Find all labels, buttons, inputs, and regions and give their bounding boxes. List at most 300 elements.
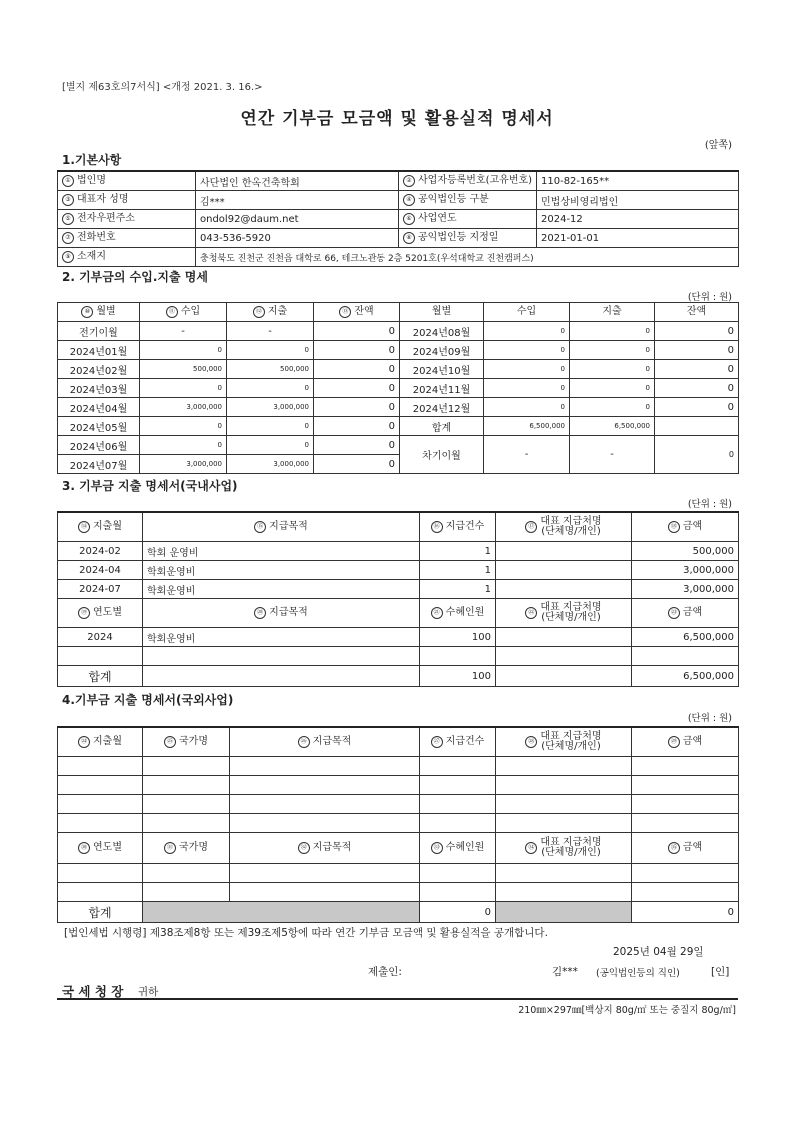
header-label: 사업자등록번호(고유번호) (418, 175, 533, 186)
field-label (58, 171, 196, 191)
amount-cell: 0 (655, 398, 739, 417)
table-cell: 100 (420, 628, 496, 647)
header-label: 수입 (180, 306, 201, 317)
amount-cell: - (227, 322, 314, 341)
item-number-badge: ⑬ (339, 306, 351, 318)
total-row (58, 666, 739, 687)
header-label: 수혜인원 (445, 607, 485, 618)
page-title: 연간 기부금 모금액 및 활용실적 명세서 (240, 109, 554, 129)
total-row (58, 902, 739, 923)
header-label-group (354, 307, 373, 317)
empty-cell (496, 647, 632, 666)
amount-cell: 0 (655, 322, 739, 341)
header-label-group (540, 517, 601, 537)
amount-cell: 0 (227, 379, 314, 398)
field-value: 김*** (196, 191, 399, 210)
header-label: 소재지 (77, 251, 106, 262)
amount-cell: 0 (484, 360, 570, 379)
item-number-badge: ㉜ (298, 842, 310, 854)
table-row (58, 210, 739, 229)
total-amount: 6,500,000 (632, 666, 739, 687)
empty-cell (58, 776, 143, 795)
empty-cell (420, 795, 496, 814)
header-label: 지급목적 (312, 736, 352, 747)
table-row (58, 795, 739, 814)
submitter-role: (공익법인등의 직인) (596, 968, 680, 979)
amount-cell: 0 (314, 398, 400, 417)
empty-cell (496, 883, 632, 902)
table-header-row (58, 833, 739, 864)
footer-divider (57, 998, 738, 1000)
table-cell: 2024 (58, 628, 143, 647)
month-cell: 2024년02월 (58, 360, 140, 379)
overseas-expense-table (57, 726, 739, 923)
amount-cell: 0 (140, 341, 227, 360)
header-label: 대표 지급처명 (540, 516, 602, 527)
header-label: 전화번호 (77, 232, 116, 243)
header-label-group (93, 522, 122, 532)
empty-cell (632, 795, 739, 814)
column-header (58, 512, 143, 542)
table-row (58, 864, 739, 883)
header-label-group (179, 737, 208, 747)
amount-cell: 0 (314, 436, 400, 455)
column-header (484, 303, 570, 322)
item-number-badge: ㉒ (525, 607, 537, 619)
column-header (58, 727, 143, 757)
table-cell: 2024-02 (58, 542, 143, 561)
column-header (632, 727, 739, 757)
recipient: 국 세 청 장 (62, 984, 124, 999)
empty-cell (230, 795, 420, 814)
item-number-badge: ⑲ (78, 607, 90, 619)
item-number-badge: ㉝ (431, 842, 443, 854)
field-label (399, 229, 537, 248)
empty-cell (143, 864, 230, 883)
amount-cell: 0 (314, 455, 400, 474)
table-row (58, 379, 739, 398)
table-row (58, 561, 739, 580)
item-number-badge: ④ (403, 194, 415, 206)
table-cell: 6,500,000 (632, 628, 739, 647)
total-label: 합계 (58, 902, 143, 923)
amount-cell: 0 (570, 360, 655, 379)
form-number: [별지 제63호의7서식] <개정 2021. 3. 16.> (62, 82, 263, 93)
amount-cell: 0 (655, 379, 739, 398)
table-row (58, 628, 739, 647)
field-label (58, 248, 196, 267)
header-label: 대표 지급처명 (540, 602, 602, 613)
empty-cell (420, 647, 496, 666)
table-header-row (58, 599, 739, 628)
column-header (143, 833, 230, 864)
section4-unit: (단위 : 원) (687, 713, 732, 724)
column-header (496, 599, 632, 628)
table-cell: 1 (420, 580, 496, 599)
column-header (632, 833, 739, 864)
table-row (58, 436, 739, 455)
column-header (314, 303, 400, 322)
amount-cell: 0 (314, 341, 400, 360)
amount-cell: 0 (655, 341, 739, 360)
header-label: 수입 (516, 305, 537, 317)
header-label-group (683, 608, 702, 618)
empty-cell (496, 757, 632, 776)
item-number-badge: ㉖ (298, 736, 310, 748)
shaded-cell (143, 902, 420, 923)
header-label: 지급목적 (269, 521, 308, 532)
empty-cell (143, 757, 230, 776)
item-number-badge: ㉔ (78, 736, 90, 748)
empty-cell (230, 864, 420, 883)
amount-cell: 0 (570, 398, 655, 417)
empty-cell (420, 814, 496, 833)
amount-cell: 0 (314, 379, 400, 398)
carry-balance: 0 (655, 436, 739, 474)
header-label: 대표 지급처명 (540, 837, 602, 848)
submitter-name: 김*** (552, 966, 578, 978)
table-cell: 500,000 (632, 542, 739, 561)
field-value: 민법상비영리법인 (537, 191, 739, 210)
column-header (420, 599, 496, 628)
table-cell: 2024-04 (58, 561, 143, 580)
header-label: 지급건수 (445, 736, 485, 747)
field-value: 2024-12 (537, 210, 739, 229)
amount-cell: 6,500,000 (484, 417, 570, 436)
field-value: 110-82-165** (537, 171, 739, 191)
table-header-row (58, 727, 739, 757)
month-cell: 합계 (400, 417, 484, 436)
column-header (58, 303, 140, 322)
section1-title: 1.기본사항 (62, 153, 122, 167)
amount-cell: 3,000,000 (140, 398, 227, 417)
month-cell: 2024년03월 (58, 379, 140, 398)
submitter-label: 제출인: (368, 966, 402, 978)
field-value: 2021-01-01 (537, 229, 739, 248)
month-cell: 2024년11월 (400, 379, 484, 398)
table-cell: 1 (420, 561, 496, 580)
empty-cell (230, 776, 420, 795)
header-label: 연도별 (93, 842, 122, 853)
header-label-group (432, 307, 451, 317)
item-number-badge: ㉕ (164, 736, 176, 748)
field-label (399, 191, 537, 210)
amount-cell: 500,000 (227, 360, 314, 379)
amount-cell: 0 (655, 360, 739, 379)
empty-cell (420, 864, 496, 883)
total-amount: 0 (632, 902, 739, 923)
header-label-group (418, 176, 532, 186)
empty-cell (230, 883, 420, 902)
legal-statement: [법인세법 시행령] 제38조제8항 또는 제39조제5항에 따라 연간 기부금 모금액 및 활용실적을 공개합니다. (64, 927, 548, 939)
item-number-badge: ⑦ (62, 232, 74, 244)
month-cell: 2024년05월 (58, 417, 140, 436)
header-label: 법인명 (77, 175, 106, 186)
column-header (143, 727, 230, 757)
amount-cell: 0 (314, 360, 400, 379)
item-number-badge: ⑳ (254, 607, 266, 619)
amount-cell: 0 (484, 398, 570, 417)
header-label-group (77, 214, 135, 224)
table-cell: 3,000,000 (632, 580, 739, 599)
field-label (399, 171, 537, 191)
carry-in: - (484, 436, 570, 474)
header-label-group (96, 307, 115, 317)
header-label: 지급목적 (312, 842, 352, 853)
header-label-group (179, 843, 208, 853)
carry-label: 차기이월 (400, 436, 484, 474)
header-label: 지급목적 (269, 607, 308, 618)
item-number-badge: ⑯ (431, 521, 443, 533)
header-label: 사업연도 (418, 213, 457, 224)
item-number-badge: ③ (62, 194, 74, 206)
item-number-badge: ⑨ (62, 251, 74, 263)
field-label (58, 210, 196, 229)
empty-cell (143, 776, 230, 795)
item-number-badge: ㉘ (525, 736, 537, 748)
table-cell: 2024-07 (58, 580, 143, 599)
front-page-label: (앞쪽) (704, 140, 732, 151)
month-cell: 2024년09월 (400, 341, 484, 360)
column-header (632, 599, 739, 628)
header-label-group (683, 737, 702, 747)
header-label-group (313, 737, 352, 747)
item-number-badge: ① (62, 175, 74, 187)
header-label-group (93, 843, 122, 853)
amount-cell: 3,000,000 (227, 398, 314, 417)
item-number-badge: ⑱ (668, 521, 680, 533)
header-label: 수혜인원 (445, 842, 485, 853)
header-label-group (446, 608, 485, 618)
column-header (496, 833, 632, 864)
amount-cell: 3,000,000 (227, 455, 314, 474)
table-cell: 학회운영비 (143, 628, 420, 647)
item-number-badge: ㉓ (668, 607, 680, 619)
total-label: 합계 (58, 666, 143, 687)
empty-cell (58, 864, 143, 883)
column-header (58, 599, 143, 628)
month-cell: 2024년04월 (58, 398, 140, 417)
table-row (58, 229, 739, 248)
recipient-honorific: 귀하 (138, 986, 159, 998)
empty-cell (632, 776, 739, 795)
empty-cell (420, 757, 496, 776)
item-number-badge: ⑭ (78, 521, 90, 533)
field-label (58, 191, 196, 210)
column-header (496, 512, 632, 542)
table-row (58, 776, 739, 795)
section3-title: 3. 기부금 지출 명세서(국내사업) (62, 479, 238, 493)
header-label: 금액 (682, 521, 703, 532)
table-cell: 학회 운영비 (143, 542, 420, 561)
amount-cell: 0 (484, 322, 570, 341)
column-header (570, 303, 655, 322)
column-header (496, 727, 632, 757)
item-number-badge: ⑰ (525, 521, 537, 533)
month-cell: 2024년07월 (58, 455, 140, 474)
item-number-badge: ⑪ (166, 306, 178, 318)
header-label: 국가명 (179, 736, 208, 747)
header-label-group (77, 195, 128, 205)
header-label-group (418, 195, 489, 205)
header-label-group (269, 608, 308, 618)
amount-cell: 0 (570, 341, 655, 360)
month-cell: 2024년01월 (58, 341, 140, 360)
empty-cell (230, 814, 420, 833)
table-cell: 학회운영비 (143, 580, 420, 599)
amount-cell: 0 (140, 379, 227, 398)
domestic-expense-table (57, 511, 739, 687)
header-sublabel: (단체명/개인) (541, 741, 601, 752)
table-row (58, 647, 739, 666)
seal-mark: [인] (711, 966, 730, 978)
item-number-badge: ㉛ (164, 842, 176, 854)
empty-cell (496, 814, 632, 833)
header-label: 잔액 (686, 305, 707, 317)
amount-cell: - (140, 322, 227, 341)
table-header-row (58, 512, 739, 542)
amount-cell: 0 (570, 379, 655, 398)
section2-title: 2. 기부금의 수입.지출 명세 (62, 270, 208, 284)
empty-cell (58, 647, 143, 666)
item-number-badge: ⑮ (254, 521, 266, 533)
header-label-group (683, 522, 702, 532)
header-label-group (269, 522, 308, 532)
empty-cell (230, 757, 420, 776)
section3-unit: (단위 : 원) (687, 499, 732, 510)
column-header (227, 303, 314, 322)
total-count: 100 (420, 666, 496, 687)
empty-cell (632, 647, 739, 666)
header-label: 지급건수 (445, 521, 485, 532)
item-number-badge: ㉞ (525, 842, 537, 854)
shaded-cell (496, 902, 632, 923)
table-row (58, 814, 739, 833)
column-header (230, 727, 420, 757)
header-sublabel: (단체명/개인) (541, 612, 601, 623)
column-header (420, 727, 496, 757)
field-label (399, 210, 537, 229)
header-label: 월별 (431, 305, 452, 317)
amount-cell: 0 (314, 417, 400, 436)
amount-cell: 0 (140, 436, 227, 455)
header-label: 금액 (682, 607, 703, 618)
header-label: 지출월 (93, 736, 122, 747)
month-cell: 2024년08월 (400, 322, 484, 341)
table-row (58, 398, 739, 417)
amount-cell: 0 (227, 341, 314, 360)
table-row (58, 171, 739, 191)
header-label-group (540, 603, 601, 623)
address-value: 충청북도 진천군 진천읍 대학로 66, 테크노관동 2층 5201호(우석대학교 진천캠퍼스) (196, 248, 739, 267)
table-row (58, 360, 739, 379)
amount-cell: 0 (484, 379, 570, 398)
header-label: 대표 지급처명 (540, 731, 602, 742)
header-label-group (446, 843, 485, 853)
paper-spec: 210㎜×297㎜[백상지 80g/㎡ 또는 중질지 80g/㎡] (518, 1005, 736, 1016)
empty-cell (143, 795, 230, 814)
header-label-group (77, 176, 106, 186)
amount-cell: 6,500,000 (570, 417, 655, 436)
header-label-group (313, 843, 352, 853)
table-header-row (58, 303, 739, 322)
amount-cell: 0 (227, 417, 314, 436)
amount-cell: 0 (570, 322, 655, 341)
header-label: 공익법인등 지정일 (418, 232, 499, 243)
column-header (143, 512, 420, 542)
month-cell: 2024년12월 (400, 398, 484, 417)
column-header (655, 303, 739, 322)
header-label: 국가명 (179, 842, 208, 853)
table-row (58, 248, 739, 267)
table-cell (496, 628, 632, 647)
empty-cell (420, 883, 496, 902)
header-label: 연도별 (93, 607, 122, 618)
table-row (58, 883, 739, 902)
table-row (58, 757, 739, 776)
empty-cell (496, 666, 632, 687)
table-row (58, 580, 739, 599)
header-label: 금액 (682, 842, 703, 853)
header-label: 대표자 성명 (77, 194, 129, 205)
empty-cell (496, 776, 632, 795)
item-number-badge: ⑤ (62, 213, 74, 225)
column-header (140, 303, 227, 322)
header-label-group (93, 737, 122, 747)
header-label: 금액 (682, 736, 703, 747)
empty-cell (420, 776, 496, 795)
header-label-group (418, 233, 498, 243)
header-label-group (181, 307, 200, 317)
amount-cell: 0 (484, 341, 570, 360)
column-header (400, 303, 484, 322)
amount-cell: 0 (140, 417, 227, 436)
month-cell: 전기이월 (58, 322, 140, 341)
amount-cell: 0 (314, 322, 400, 341)
table-cell (496, 561, 632, 580)
empty-cell (143, 666, 420, 687)
header-label-group (418, 214, 457, 224)
column-header (632, 512, 739, 542)
carry-out: - (570, 436, 655, 474)
header-sublabel: (단체명/개인) (541, 847, 601, 858)
table-row (58, 191, 739, 210)
header-label-group (446, 737, 485, 747)
field-value: 043-536-5920 (196, 229, 399, 248)
amount-cell (655, 417, 739, 436)
header-label: 지출 (602, 305, 622, 317)
header-label-group (517, 307, 536, 317)
header-label-group (602, 307, 621, 317)
field-value: ondol92@daum.net (196, 210, 399, 229)
empty-cell (143, 883, 230, 902)
empty-cell (496, 795, 632, 814)
empty-cell (632, 864, 739, 883)
item-number-badge: ⑫ (253, 306, 265, 318)
field-value: 사단법인 한옥건축학회 (196, 171, 399, 191)
basic-info-table (57, 170, 739, 267)
empty-cell (58, 814, 143, 833)
header-label-group (446, 522, 485, 532)
income-expense-table (57, 302, 739, 474)
month-cell: 2024년10월 (400, 360, 484, 379)
table-cell: 3,000,000 (632, 561, 739, 580)
item-number-badge: ㉗ (431, 736, 443, 748)
table-cell (496, 542, 632, 561)
table-row (58, 542, 739, 561)
header-label: 지출월 (93, 521, 122, 532)
item-number-badge: ㉑ (431, 607, 443, 619)
